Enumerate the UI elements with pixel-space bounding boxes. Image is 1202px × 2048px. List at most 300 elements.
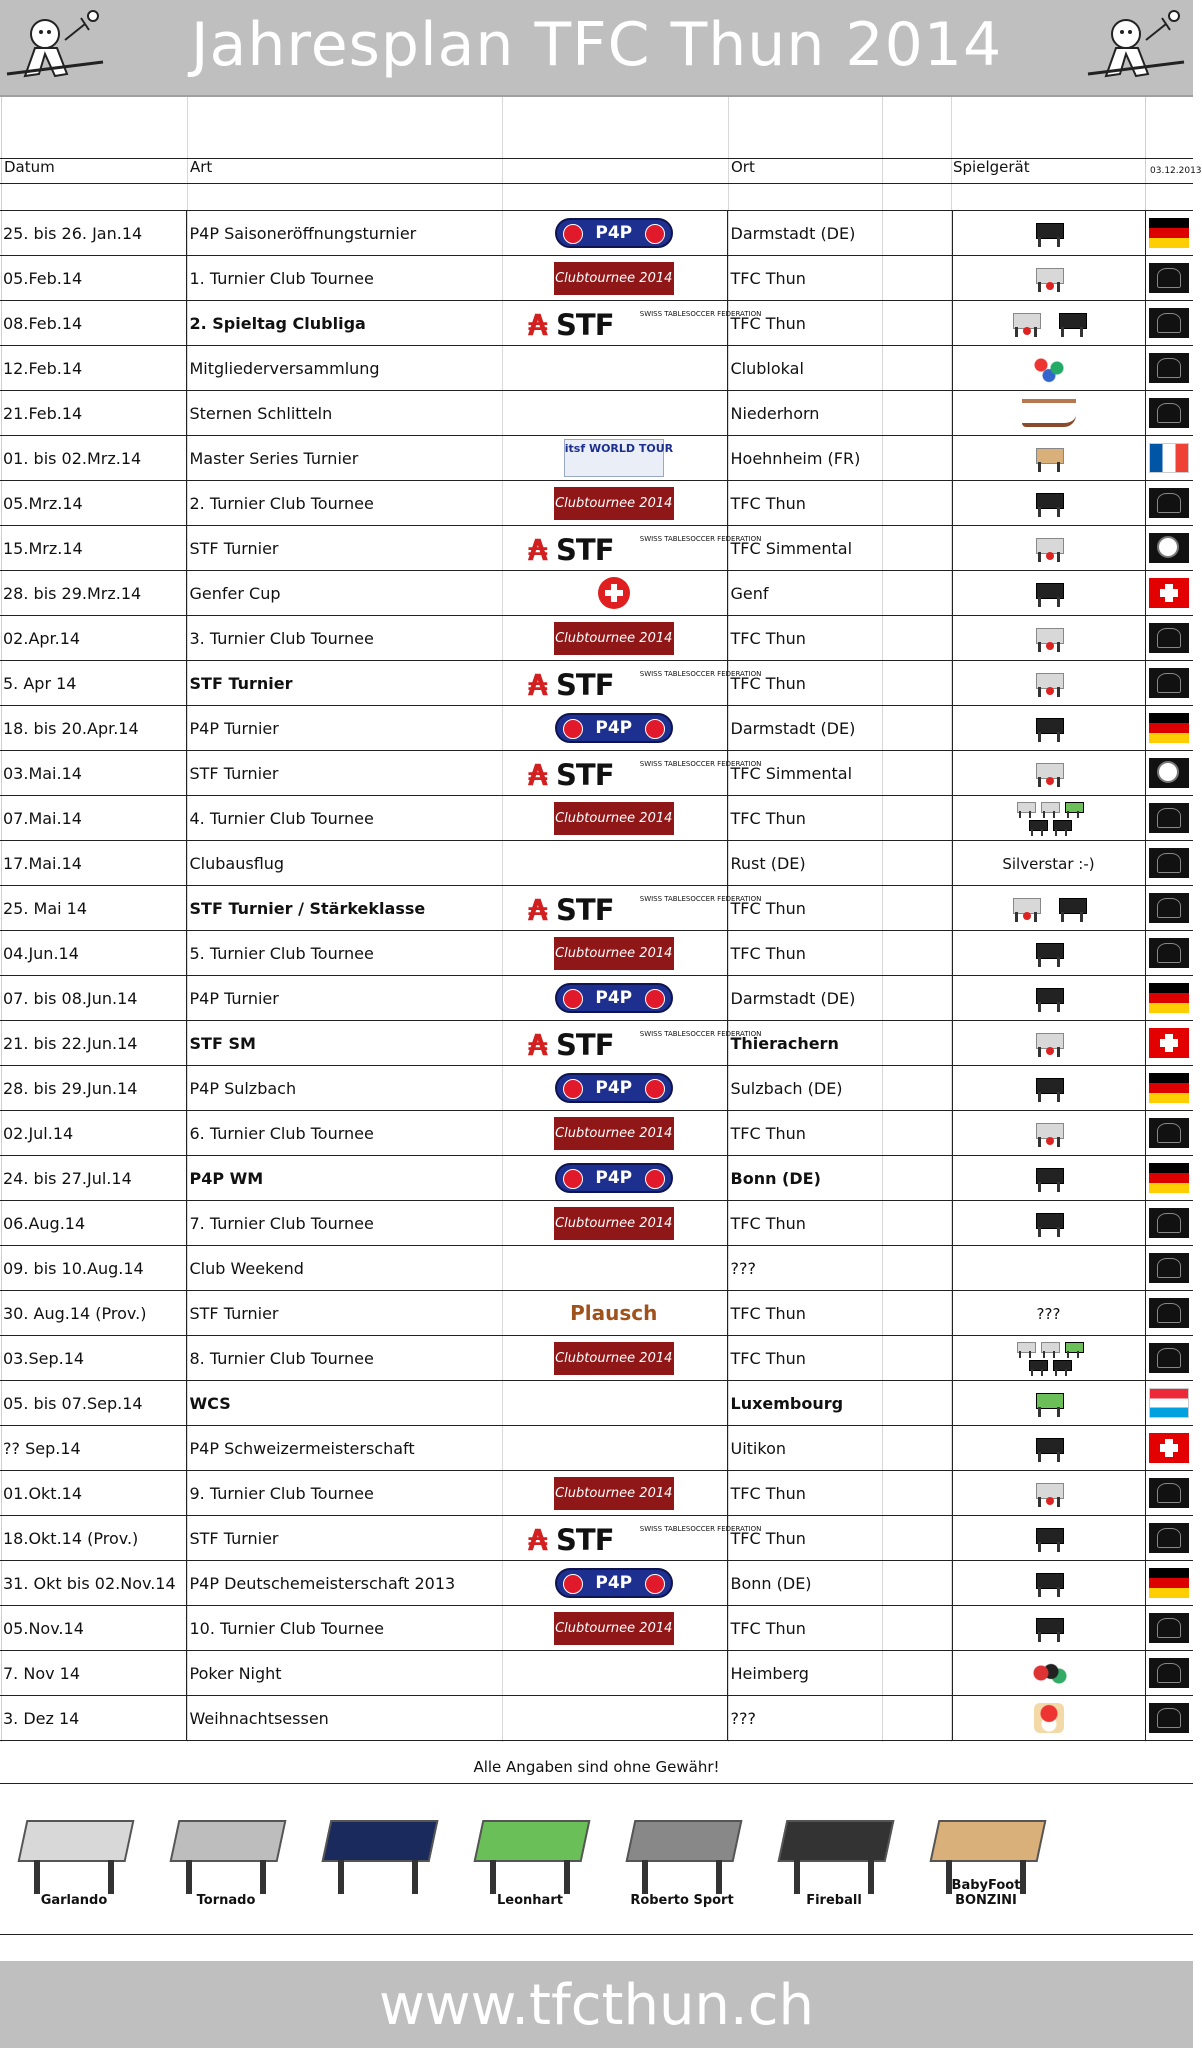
row-event: Mitgliederversammlung (186, 346, 501, 391)
club-emblem-icon (1149, 1208, 1189, 1238)
row-game-device (952, 526, 1145, 571)
club-emblem-icon (1149, 1118, 1189, 1148)
table-row (0, 256, 1193, 301)
row-game-device (952, 1246, 1145, 1291)
row-date: ?? Sep.14 (0, 1426, 186, 1471)
row-flag (1145, 1426, 1193, 1471)
brand-table-image (318, 1808, 438, 1908)
row-flag (1145, 1021, 1193, 1066)
row-flag (1145, 931, 1193, 976)
germany-flag-icon (1149, 1073, 1189, 1103)
garlando-table-icon (1034, 1119, 1064, 1147)
stf-logo: ₳ STF SWISS TABLESOCCER FEDERATION (527, 1523, 762, 1557)
club-emblem-icon (1149, 803, 1189, 833)
row-flag (1145, 1651, 1193, 1696)
table-row (0, 1381, 1193, 1426)
club-emblem-icon (1149, 1298, 1189, 1328)
plausch-label: Plausch (570, 1301, 658, 1325)
row-date: 01.Okt.14 (0, 1471, 186, 1516)
row-date: 28. bis 29.Jun.14 (0, 1066, 186, 1111)
row-game-device (952, 976, 1145, 1021)
clubtournee-logo: Clubtournee 2014 (554, 937, 674, 970)
table-row (0, 346, 1193, 391)
row-location: TFC Thun (727, 886, 952, 931)
row-date: 24. bis 27.Jul.14 (0, 1156, 186, 1201)
row-location: Genf (727, 571, 952, 616)
row-event: Genfer Cup (186, 571, 501, 616)
row-date: 05.Feb.14 (0, 256, 186, 301)
table-row (0, 436, 1193, 481)
row-event: 1. Turnier Club Tournee (186, 256, 501, 301)
brand-table-image (926, 1808, 1046, 1908)
row-location: TFC Thun (727, 1516, 952, 1561)
row-event: WCS (186, 1381, 501, 1426)
brand-table-image (14, 1808, 134, 1908)
row-event: 7. Turnier Club Tournee (186, 1201, 501, 1246)
row-event: P4P Saisoneröffnungsturnier (186, 211, 501, 256)
row-date: 01. bis 02.Mrz.14 (0, 436, 186, 481)
row-organizer-logo (501, 1381, 727, 1426)
table-brands-strip (0, 1783, 1193, 1935)
france-flag-icon (1149, 443, 1189, 473)
schedule-table (0, 210, 1193, 1741)
row-location: Darmstadt (DE) (727, 211, 952, 256)
germany-flag-icon (1149, 1163, 1189, 1193)
row-date: 03.Sep.14 (0, 1336, 186, 1381)
club-emblem-icon (1149, 1613, 1189, 1643)
row-organizer-logo (501, 1246, 727, 1291)
row-organizer-logo (501, 751, 762, 796)
row-game-device (952, 931, 1145, 976)
row-date: 17.Mai.14 (0, 841, 186, 886)
row-date: 18.Okt.14 (Prov.) (0, 1516, 186, 1561)
row-event: Weihnachtsessen (186, 1696, 501, 1741)
row-flag (1145, 616, 1193, 661)
col-header-datum: Datum (4, 158, 55, 176)
row-organizer-logo (501, 661, 762, 706)
row-location: TFC Thun (727, 301, 952, 346)
brand-name: BabyFoot BONZINI (951, 1878, 1021, 1908)
row-location: Sulzbach (DE) (727, 1066, 952, 1111)
row-date: 03.Mai.14 (0, 751, 186, 796)
luxembourg-flag-icon (1149, 1388, 1189, 1418)
bonzini-table-icon (1034, 444, 1064, 472)
club-emblem-icon (1149, 1478, 1189, 1508)
row-location: Darmstadt (DE) (727, 706, 952, 751)
sled-icon (1022, 399, 1076, 427)
row-event: P4P Schweizermeisterschaft (186, 1426, 501, 1471)
club-emblem-icon (1149, 488, 1189, 518)
row-event: Club Weekend (186, 1246, 501, 1291)
row-flag (1145, 1561, 1193, 1606)
table-row (0, 1021, 1193, 1066)
table-row (0, 211, 1193, 256)
foosball-table-icon (1034, 1524, 1064, 1552)
row-flag (1145, 796, 1193, 841)
header-banner (0, 0, 1193, 97)
table-row (0, 1471, 1193, 1516)
row-date: 05.Mrz.14 (0, 481, 186, 526)
row-location: TFC Thun (727, 1201, 952, 1246)
row-event: 2. Spieltag Clubliga (186, 301, 501, 346)
row-date: 04.Jun.14 (0, 931, 186, 976)
row-organizer-logo (501, 616, 727, 661)
row-location: Bonn (DE) (727, 1561, 952, 1606)
row-event: Clubausflug (186, 841, 501, 886)
row-organizer-logo (501, 481, 727, 526)
club-emblem-icon (1149, 1523, 1189, 1553)
row-flag (1145, 346, 1193, 391)
club-emblem-icon (1149, 623, 1189, 653)
row-game-device (952, 1156, 1145, 1201)
table-row (0, 706, 1193, 751)
row-flag (1145, 841, 1193, 886)
brand-table-image (166, 1808, 286, 1908)
row-flag (1145, 571, 1193, 616)
row-location: TFC Thun (727, 796, 952, 841)
club-emblem-icon (1149, 1658, 1189, 1688)
row-date: 09. bis 10.Aug.14 (0, 1246, 186, 1291)
row-organizer-logo (501, 796, 727, 841)
foosball-table-icon (1034, 1164, 1064, 1192)
germany-flag-icon (1149, 1568, 1189, 1598)
row-event: STF Turnier / Stärkeklasse (186, 886, 501, 931)
club-emblem-icon (1149, 848, 1189, 878)
row-event: P4P Sulzbach (186, 1066, 501, 1111)
row-location: TFC Thun (727, 256, 952, 301)
row-event: 3. Turnier Club Tournee (186, 616, 501, 661)
stf-logo: ₳ STF SWISS TABLESOCCER FEDERATION (527, 1028, 762, 1062)
row-date: 3. Dez 14 (0, 1696, 186, 1741)
col-header-spielgeraet: Spielgerät (953, 158, 1030, 176)
row-organizer-logo (501, 1021, 762, 1066)
stf-logo: ₳ STF SWISS TABLESOCCER FEDERATION (527, 308, 762, 342)
row-flag (1145, 1696, 1193, 1741)
table-row (0, 1156, 1193, 1201)
row-organizer-logo (501, 1516, 762, 1561)
row-game-device (952, 481, 1145, 526)
table-row (0, 481, 1193, 526)
row-location: TFC Thun (727, 1471, 952, 1516)
row-event: 8. Turnier Club Tournee (186, 1336, 501, 1381)
row-event: Poker Night (186, 1651, 501, 1696)
row-flag (1145, 301, 1193, 346)
row-location: ??? (727, 1246, 952, 1291)
row-game-device (952, 706, 1145, 751)
row-flag (1145, 211, 1193, 256)
row-event: STF Turnier (186, 751, 501, 796)
clubtournee-logo: Clubtournee 2014 (554, 1207, 674, 1240)
row-date: 08.Feb.14 (0, 301, 186, 346)
row-event: P4P Turnier (186, 706, 501, 751)
row-game-device (952, 256, 1145, 301)
row-location: Hoehnheim (FR) (727, 436, 952, 481)
brand-name: Garlando (40, 1893, 108, 1908)
website-url: www.tfcthun.ch (378, 1973, 815, 2038)
row-game-device (952, 346, 1145, 391)
row-date: 15.Mrz.14 (0, 526, 186, 571)
row-date: 12.Feb.14 (0, 346, 186, 391)
clubtournee-logo: Clubtournee 2014 (554, 1342, 674, 1375)
row-location: Clublokal (727, 346, 952, 391)
p4p-logo: P4P (555, 1568, 673, 1598)
row-location: Thierachern (727, 1021, 952, 1066)
row-event: P4P WM (186, 1156, 501, 1201)
germany-flag-icon (1149, 983, 1189, 1013)
row-game-device (952, 616, 1145, 661)
row-flag (1145, 886, 1193, 931)
table-row (0, 1291, 1193, 1336)
brand-table-image (774, 1808, 894, 1908)
table-row (0, 1426, 1193, 1471)
col-header-art: Art (190, 158, 213, 176)
row-organizer-logo (501, 301, 762, 346)
row-game-device (952, 571, 1145, 616)
switzerland-flag-icon (1149, 1433, 1189, 1463)
table-row (0, 931, 1193, 976)
row-event: STF Turnier (186, 1291, 501, 1336)
switzerland-flag-icon (1149, 1028, 1189, 1058)
row-game-device (952, 796, 1145, 841)
brand-name: Tornado (196, 1893, 256, 1908)
table-row (0, 796, 1193, 841)
stf-logo: ₳ STF SWISS TABLESOCCER FEDERATION (527, 533, 762, 567)
row-event: Master Series Turnier (186, 436, 501, 481)
table-row (0, 526, 1193, 571)
table-row (0, 616, 1193, 661)
row-date: 06.Aug.14 (0, 1201, 186, 1246)
row-flag (1145, 661, 1193, 706)
leonhart-table-icon (1034, 1389, 1064, 1417)
foosball-table-icon (1034, 714, 1064, 742)
row-organizer-logo (501, 1426, 727, 1471)
row-event: Sternen Schlitteln (186, 391, 501, 436)
row-event: STF Turnier (186, 526, 501, 571)
row-game-device (952, 1336, 1145, 1381)
row-organizer-logo (501, 1111, 727, 1156)
p4p-logo: P4P (555, 983, 673, 1013)
row-flag (1145, 1246, 1193, 1291)
people-group-icon (1029, 353, 1069, 383)
clubtournee-logo: Clubtournee 2014 (554, 487, 674, 520)
row-location: Darmstadt (DE) (727, 976, 952, 1021)
row-event: 10. Turnier Club Tournee (186, 1606, 501, 1651)
foosball-table-icon (1034, 219, 1064, 247)
garlando-table-icon (1034, 264, 1064, 292)
row-flag (1145, 1111, 1193, 1156)
row-location: Luxembourg (727, 1381, 952, 1426)
row-flag (1145, 1291, 1193, 1336)
club-emblem-icon (1149, 353, 1189, 383)
row-event: 5. Turnier Club Tournee (186, 931, 501, 976)
row-location: TFC Simmental (727, 526, 952, 571)
row-game-device (952, 1516, 1145, 1561)
row-flag (1145, 436, 1193, 481)
club-emblem-icon (1149, 398, 1189, 428)
row-flag (1145, 1336, 1193, 1381)
row-game-device (952, 1651, 1145, 1696)
device-text: ??? (1036, 1304, 1061, 1323)
garlando-table-icon (1034, 624, 1064, 652)
garlando-table-icon (1034, 1479, 1064, 1507)
row-location: Rust (DE) (727, 841, 952, 886)
table-row (0, 1336, 1193, 1381)
multiple-tables-icon (1009, 800, 1089, 836)
germany-flag-icon (1149, 218, 1189, 248)
row-event: 4. Turnier Club Tournee (186, 796, 501, 841)
row-organizer-logo (501, 976, 727, 1021)
garlando-table-icon (1011, 309, 1041, 337)
row-date: 30. Aug.14 (Prov.) (0, 1291, 186, 1336)
row-organizer-logo (501, 1156, 727, 1201)
row-event: STF Turnier (186, 1516, 501, 1561)
club-emblem-icon (1149, 668, 1189, 698)
row-flag (1145, 751, 1193, 796)
row-organizer-logo (501, 256, 727, 301)
row-game-device (952, 751, 1145, 796)
row-organizer-logo (501, 346, 727, 391)
club-emblem-icon (1149, 1703, 1189, 1733)
row-organizer-logo (501, 1066, 727, 1111)
table-row (0, 1651, 1193, 1696)
stand-date: 03.12.2013 (1150, 166, 1202, 176)
row-date: 21.Feb.14 (0, 391, 186, 436)
row-game-device (952, 886, 1145, 931)
device-text: Silverstar :-) (1002, 854, 1095, 873)
row-game-device (952, 1471, 1145, 1516)
row-flag (1145, 1201, 1193, 1246)
row-game-device (952, 301, 1145, 346)
row-game-device (952, 1291, 1145, 1336)
row-game-device (952, 211, 1145, 256)
row-organizer-logo (501, 841, 727, 886)
row-flag (1145, 391, 1193, 436)
row-game-device (952, 1696, 1145, 1741)
row-flag (1145, 706, 1193, 751)
p4p-logo: P4P (555, 218, 673, 248)
foosball-table-icon (1034, 1569, 1064, 1597)
clubtournee-logo: Clubtournee 2014 (554, 1612, 674, 1645)
row-date: 05. bis 07.Sep.14 (0, 1381, 186, 1426)
row-organizer-logo (501, 1651, 727, 1696)
table-row (0, 1246, 1193, 1291)
table-row (0, 661, 1193, 706)
garlando-table-icon (1034, 534, 1064, 562)
row-organizer-logo (501, 1336, 727, 1381)
row-date: 21. bis 22.Jun.14 (0, 1021, 186, 1066)
garlando-table-icon (1034, 669, 1064, 697)
row-location: Niederhorn (727, 391, 952, 436)
garlando-table-icon (1011, 894, 1041, 922)
row-location: TFC Thun (727, 931, 952, 976)
row-location: TFC Thun (727, 616, 952, 661)
row-organizer-logo (501, 391, 727, 436)
brand-name: Roberto Sport (630, 1893, 734, 1908)
club-emblem-icon (1149, 1343, 1189, 1373)
club-emblem-icon (1149, 308, 1189, 338)
row-date: 5. Apr 14 (0, 661, 186, 706)
row-organizer-logo (501, 706, 727, 751)
table-row (0, 751, 1193, 796)
poker-chips-icon (1029, 1658, 1069, 1688)
row-date: 07. bis 08.Jun.14 (0, 976, 186, 1021)
row-location: ??? (727, 1696, 952, 1741)
itsf-world-tour-logo: itsf WORLD TOUR (564, 439, 664, 477)
row-game-device (952, 1201, 1145, 1246)
clubtournee-logo: Clubtournee 2014 (554, 622, 674, 655)
row-flag (1145, 1156, 1193, 1201)
row-game-device (952, 1606, 1145, 1651)
row-location: TFC Thun (727, 481, 952, 526)
row-organizer-logo (501, 931, 727, 976)
row-date: 18. bis 20.Apr.14 (0, 706, 186, 751)
foosball-table-icon (1034, 579, 1064, 607)
row-game-device (952, 1111, 1145, 1156)
stf-logo: ₳ STF SWISS TABLESOCCER FEDERATION (527, 758, 762, 792)
simmental-emblem-icon (1149, 533, 1189, 563)
row-date: 31. Okt bis 02.Nov.14 (0, 1561, 186, 1606)
stf-logo: ₳ STF SWISS TABLESOCCER FEDERATION (527, 668, 762, 702)
foosball-table-icon (1057, 309, 1087, 337)
row-organizer-logo (501, 1606, 727, 1651)
table-row (0, 571, 1193, 616)
row-flag (1145, 526, 1193, 571)
row-organizer-logo (501, 211, 727, 256)
simmental-emblem-icon (1149, 758, 1189, 788)
switzerland-flag-icon (1149, 578, 1189, 608)
row-organizer-logo (501, 1561, 727, 1606)
garlando-table-icon (1034, 759, 1064, 787)
clubtournee-logo: Clubtournee 2014 (554, 1117, 674, 1150)
table-row (0, 301, 1193, 346)
brand-name: Fireball (806, 1893, 862, 1908)
row-organizer-logo (501, 886, 762, 931)
clubtournee-logo: Clubtournee 2014 (554, 802, 674, 835)
club-emblem-icon (1149, 263, 1189, 293)
foosball-table-icon (1034, 1209, 1064, 1237)
row-location: TFC Thun (727, 661, 952, 706)
row-date: 02.Jul.14 (0, 1111, 186, 1156)
foosball-table-icon (1034, 1434, 1064, 1462)
row-organizer-logo (501, 1471, 727, 1516)
row-flag (1145, 256, 1193, 301)
row-organizer-logo (501, 571, 727, 616)
footer-banner (0, 1961, 1193, 2048)
row-organizer-logo (501, 1291, 727, 1336)
row-date: 25. bis 26. Jan.14 (0, 211, 186, 256)
foosball-table-icon (1034, 1614, 1064, 1642)
row-location: Heimberg (727, 1651, 952, 1696)
row-flag (1145, 481, 1193, 526)
table-row (0, 886, 1193, 931)
club-emblem-icon (1149, 893, 1189, 923)
santa-icon (1034, 1703, 1064, 1733)
row-date: 28. bis 29.Mrz.14 (0, 571, 186, 616)
row-flag (1145, 1606, 1193, 1651)
row-location: TFC Thun (727, 1111, 952, 1156)
row-date: 25. Mai 14 (0, 886, 186, 931)
row-game-device (952, 1381, 1145, 1426)
table-row (0, 1201, 1193, 1246)
row-flag (1145, 1516, 1193, 1561)
row-event: 6. Turnier Club Tournee (186, 1111, 501, 1156)
row-flag (1145, 1471, 1193, 1516)
multiple-tables-icon (1009, 1340, 1089, 1376)
club-emblem-icon (1149, 1253, 1189, 1283)
row-date: 7. Nov 14 (0, 1651, 186, 1696)
disclaimer: Alle Angaben sind ohne Gewähr! (473, 1758, 720, 1776)
table-row (0, 1066, 1193, 1111)
